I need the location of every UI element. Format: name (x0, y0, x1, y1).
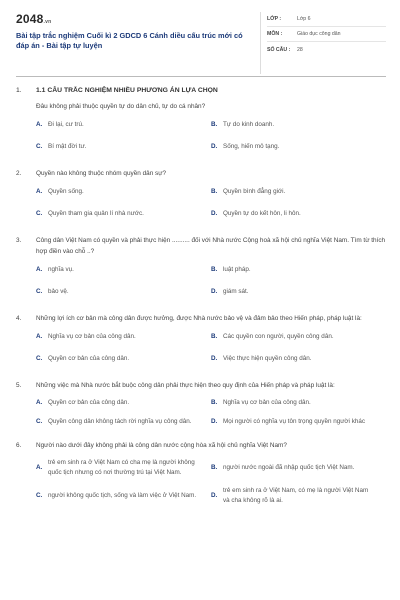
question-stem (16, 101, 386, 112)
option-letter: C. (36, 418, 43, 425)
option-letter: D. (211, 418, 218, 425)
logo-main: 2048 (16, 12, 44, 26)
document-title: Bài tập trắc nghiệm Cuối kì 2 GDCD 6 Cánh diều cấu trúc mới có đáp án - Bài tập tự luyện (16, 31, 243, 50)
option-letter: A. (36, 121, 43, 128)
question-stem (16, 380, 386, 391)
option-text: nghĩa vụ. (48, 266, 74, 273)
question-number (16, 101, 36, 112)
meta-key: SỐ CÂU : (267, 46, 291, 53)
answer-options (36, 458, 386, 506)
option-text: Quyền cơ bản của công dân. (48, 355, 130, 362)
option-letter: A. (36, 333, 43, 340)
answer-options (36, 398, 386, 427)
option-text: Tự do kinh doanh. (223, 121, 275, 128)
option-text: Nghĩa vụ cơ bản của công dân. (48, 333, 136, 340)
option-text: Quyền bình đẳng giới. (223, 188, 286, 195)
question-text: Những lợi ích cơ bản mà công dân được hưởng, được Nhà nước bảo vệ và đảm bảo theo Hiến pháp, pháp luật là: (36, 315, 362, 322)
answer-options (36, 332, 386, 364)
option-letter: C. (36, 288, 43, 295)
answer-option[interactable] (211, 265, 386, 275)
option-letter: C. (36, 210, 43, 217)
header-divider (16, 76, 386, 77)
option-letter: A. (36, 188, 43, 195)
section-number: 1. (16, 86, 22, 94)
answer-option[interactable] (36, 458, 211, 478)
option-text: giám sát. (223, 288, 249, 295)
option-letter: B. (211, 266, 218, 273)
option-letter: D. (211, 492, 218, 499)
question-item (16, 101, 386, 152)
option-letter: D. (211, 288, 218, 295)
answer-option[interactable] (211, 120, 386, 130)
answer-option[interactable] (211, 187, 386, 197)
meta-key: LỚP : (267, 16, 282, 22)
question-text: Công dân Việt Nam có quyền và phải thực hiện .......... đối với Nhà nước Cộng hoà xã hội chủ nghĩa Việt Nam. Tìm từ thích hợp điền vào chỗ ..? (36, 237, 386, 255)
meta-row-class (267, 12, 386, 27)
option-letter: A. (36, 399, 43, 406)
question-text: Quyền nào không thuộc nhóm quyền dân sự? (36, 170, 167, 177)
question-number: 2. (16, 170, 22, 177)
answer-option[interactable] (36, 354, 211, 364)
option-letter: D. (211, 210, 218, 217)
site-logo[interactable] (16, 12, 244, 26)
answer-option[interactable] (36, 142, 211, 152)
answer-option[interactable] (211, 458, 386, 478)
option-letter: C. (36, 143, 43, 150)
answer-option[interactable] (36, 120, 211, 130)
question-stem (16, 313, 386, 324)
section-heading (16, 83, 386, 97)
option-letter: A. (36, 266, 43, 273)
option-text: Quyền cơ bản của công dân. (48, 399, 130, 406)
option-text: trẻ em sinh ra ở Việt Nam, có mẹ là người Việt Nam và cha không rõ là ai. (223, 487, 369, 504)
question-item (16, 235, 386, 297)
answer-option[interactable] (36, 209, 211, 219)
option-letter: C. (36, 355, 43, 362)
option-text: Các quyền con người, quyền công dân. (223, 333, 334, 340)
option-text: bảo vệ. (48, 288, 69, 295)
option-text: Quyền tự do kết hôn, li hôn. (223, 210, 301, 217)
option-text: Nghĩa vụ cơ bản của công dân. (223, 399, 311, 406)
answer-option[interactable] (36, 332, 211, 342)
question-text: Những việc mà Nhà nước bắt buộc công dân phải thực hiện theo quy định của Hiến pháp và pháp luật là: (36, 382, 335, 389)
answer-option[interactable] (36, 398, 211, 408)
option-letter: D. (211, 143, 218, 150)
question-list (16, 83, 386, 506)
meta-row-subject (267, 27, 386, 42)
option-text: luật pháp. (223, 266, 251, 273)
option-text: Bí mật đời tư. (48, 143, 87, 150)
option-text: Quyền sống. (48, 188, 84, 195)
answer-option[interactable] (211, 209, 386, 219)
question-item (16, 440, 386, 506)
option-text: Đi lại, cư trú. (48, 121, 84, 128)
option-text: Mọi người có nghĩa vụ tôn trọng quyền người khác (223, 418, 366, 425)
page-header (16, 12, 386, 74)
option-letter: B. (211, 333, 218, 340)
document-meta (260, 12, 386, 74)
section-title: 1.1 CÂU TRẮC NGHIỆM NHIỀU PHƯƠNG ÁN LỰA CHỌN (36, 86, 218, 94)
question-stem (16, 440, 386, 451)
option-letter: C. (36, 492, 43, 499)
question-number: 4. (16, 315, 22, 322)
option-letter: B. (211, 188, 218, 195)
answer-option[interactable] (36, 417, 211, 427)
question-item (16, 313, 386, 364)
meta-value: 28 (297, 46, 303, 53)
option-text: Việc thực hiện quyền công dân. (223, 355, 312, 362)
meta-row-count (267, 42, 386, 57)
question-text: Người nào dưới đây không phải là công dân nước cộng hòa xã hội chủ nghĩa Việt Nam? (36, 442, 287, 449)
answer-option[interactable] (211, 142, 386, 152)
option-letter: B. (211, 121, 218, 128)
answer-option[interactable] (211, 417, 386, 427)
option-letter: A. (36, 464, 43, 471)
question-text: Đâu không phải thuộc quyền tự do dân chủ, tự do cá nhân? (36, 103, 206, 110)
option-letter: B. (211, 399, 218, 406)
question-stem (16, 235, 386, 257)
option-letter: B. (211, 464, 218, 471)
question-item (16, 168, 386, 219)
answer-option[interactable] (211, 332, 386, 342)
question-stem (16, 168, 386, 179)
option-text: trẻ em sinh ra ở Việt Nam có cha mẹ là người không quốc tịch nhưng có nơi thường trú tại Việt Nam. (48, 459, 195, 476)
answer-option[interactable] (36, 486, 211, 506)
meta-key: MÔN : (267, 31, 283, 37)
option-text: người không quốc tịch, sống và làm việc ở Việt Nam. (48, 492, 197, 499)
answer-options (36, 265, 386, 297)
meta-value: Giáo dục công dân (297, 31, 341, 37)
question-number: 3. (16, 237, 22, 244)
question-number: 5. (16, 382, 22, 389)
answer-option[interactable] (36, 287, 211, 297)
logo-tld: .vn (43, 19, 52, 25)
answer-option[interactable] (211, 398, 386, 408)
option-text: Sống, hiến mô tạng. (223, 143, 280, 150)
option-text: người nước ngoài đã nhập quốc tịch Việt Nam. (223, 464, 355, 471)
answer-options (36, 187, 386, 219)
option-text: Quyền công dân không tách rời nghĩa vụ công dân. (48, 418, 192, 425)
answer-option[interactable] (36, 187, 211, 197)
option-text: Quyền tham gia quản lí nhà nước. (48, 210, 144, 217)
meta-value: Lớp 6 (297, 16, 311, 22)
answer-option[interactable] (211, 287, 386, 297)
answer-options (36, 120, 386, 152)
option-letter: D. (211, 355, 218, 362)
question-number: 6. (16, 442, 22, 449)
brand-block (16, 12, 244, 74)
question-item (16, 380, 386, 427)
answer-option[interactable] (211, 354, 386, 364)
answer-option[interactable] (36, 265, 211, 275)
answer-option[interactable] (211, 486, 386, 506)
